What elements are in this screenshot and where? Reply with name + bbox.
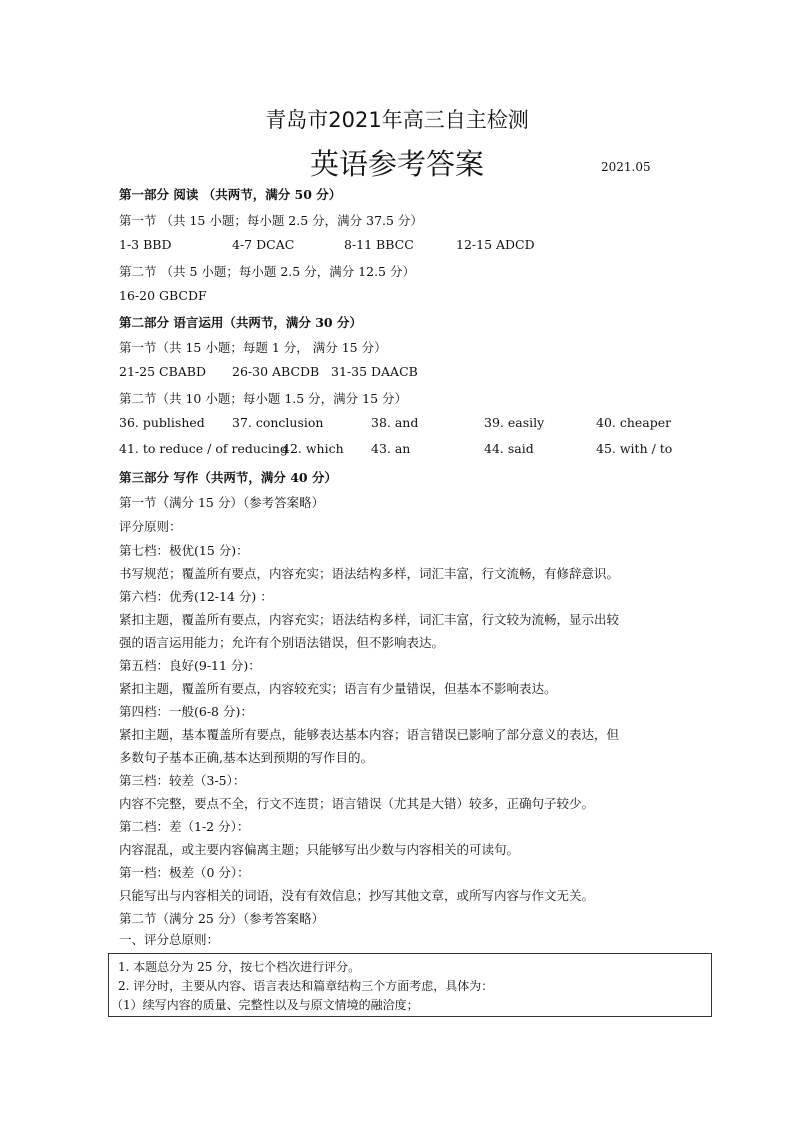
page-subtitle: 英语参考答案 [309,147,484,181]
answer-group: 4-7 DCAC [232,237,295,252]
page-title: 青岛市2021年高三自主检测 [265,108,529,132]
rubric-line: 第五档：良好(9-11 分)： [119,658,261,673]
part2-heading: 第二部分 语言运用（共两节，满分 30 分） [119,315,362,330]
box-line: 2. 评分时，主要从内容、语言表达和篇章结构三个方面考虑，具体为： [118,979,494,993]
rubric-line: 第二档：差（1-2 分）： [119,819,250,834]
answer-item: 42. which [282,441,344,456]
rubric-line: 第三档：较差（3-5）： [119,773,246,788]
rubric-line: 书写规范；覆盖所有要点，内容充实；语法结构多样，词汇丰富，行文流畅，有修辞意识。 [119,566,620,581]
answer-item: 37. conclusion [232,415,324,430]
rubric-line: 第一档：极差（0 分）： [119,865,250,880]
date: 2021.05 [601,160,651,174]
rubric-line: 紧扣主题，覆盖所有要点，内容较充实；语言有少量错误，但基本不影响表达。 [119,681,557,696]
rubric-line: 第七档：极优(15 分)： [119,543,249,558]
part1-heading: 第一部分 阅读 （共两节，满分 50 分） [119,187,342,202]
rubric-line: 强的语言运用能力；允许有个别语法错误，但不影响表达。 [119,635,445,650]
rubric-line: 只能写出与内容相关的词语，没有有效信息；抄写其他文章，或所写内容与作文无关。 [119,888,595,903]
answer-item: 41. to reduce / of reducing [119,441,288,456]
answer-item: 45. with / to [596,441,673,456]
answer-item: 44. said [484,441,534,456]
answer-item: 40. cheaper [596,415,672,430]
part2-sec1: 第一节（共 15 小题；每题 1 分， 满分 15 分） [119,340,387,355]
part1-sec1: 第一节 （共 15 小题；每小题 2.5 分，满分 37.5 分） [119,213,423,228]
rubric-line: 内容不完整，要点不全，行文不连贯；语言错误（尤其是大错）较多，正确句子较少。 [119,796,595,811]
part1-sec2: 第二节 （共 5 小题；每小题 2.5 分，满分 12.5 分） [119,264,415,279]
scoring-principles-box [108,953,712,1017]
answer-group: 26-30 ABCDB [232,364,320,379]
rubric-line: 多数句子基本正确,基本达到预期的写作目的。 [119,750,373,765]
answer-group: 12-15 ADCD [456,237,535,252]
rubric-line: 第四档：一般(6-8 分)： [119,704,253,719]
rubric-line: 紧扣主题，覆盖所有要点，内容充实；语法结构多样，词汇丰富，行文较为流畅，显示出较 [119,612,620,627]
answer-group: 21-25 CBABD [119,364,206,379]
answer-group: 8-11 BBCC [344,237,414,252]
answer-item: 38. and [371,415,419,430]
answer-item: 43. an [371,441,411,456]
answer-item: 36. published [119,415,205,430]
part3-sec1: 第一节（满分 15 分）（参考答案略） [119,495,325,510]
part3-heading: 第三部分 写作（共两节，满分 40 分） [119,470,337,485]
rubric-line: 第六档：优秀(12-14 分) ： [119,589,273,604]
part3-sec2: 第二节（满分 25 分）（参考答案略） [119,911,325,926]
part3-sec2-intro: 一、评分总原则： [119,932,220,947]
answer-group: 16-20 GBCDF [119,288,207,303]
box-line: （1）续写内容的质量、完整性以及与原文情境的融洽度； [111,998,419,1012]
rubric-line: 内容混乱，或主要内容偏离主题；只能够写出少数与内容相关的可读句。 [119,842,520,857]
rubric-line: 紧扣主题，基本覆盖所有要点，能够表达基本内容；语言错误已影响了部分意义的表达，但 [119,727,620,742]
answer-group: 31-35 DAACB [331,364,418,379]
answer-item: 39. easily [484,415,545,430]
rubric-line: 评分原则： [119,519,182,534]
part2-sec2: 第二节（共 10 小题；每小题 1.5 分，满分 15 分） [119,391,408,406]
answer-group: 1-3 BBD [119,237,172,252]
box-line: 1. 本题总分为 25 分，按七个档次进行评分。 [118,960,361,974]
